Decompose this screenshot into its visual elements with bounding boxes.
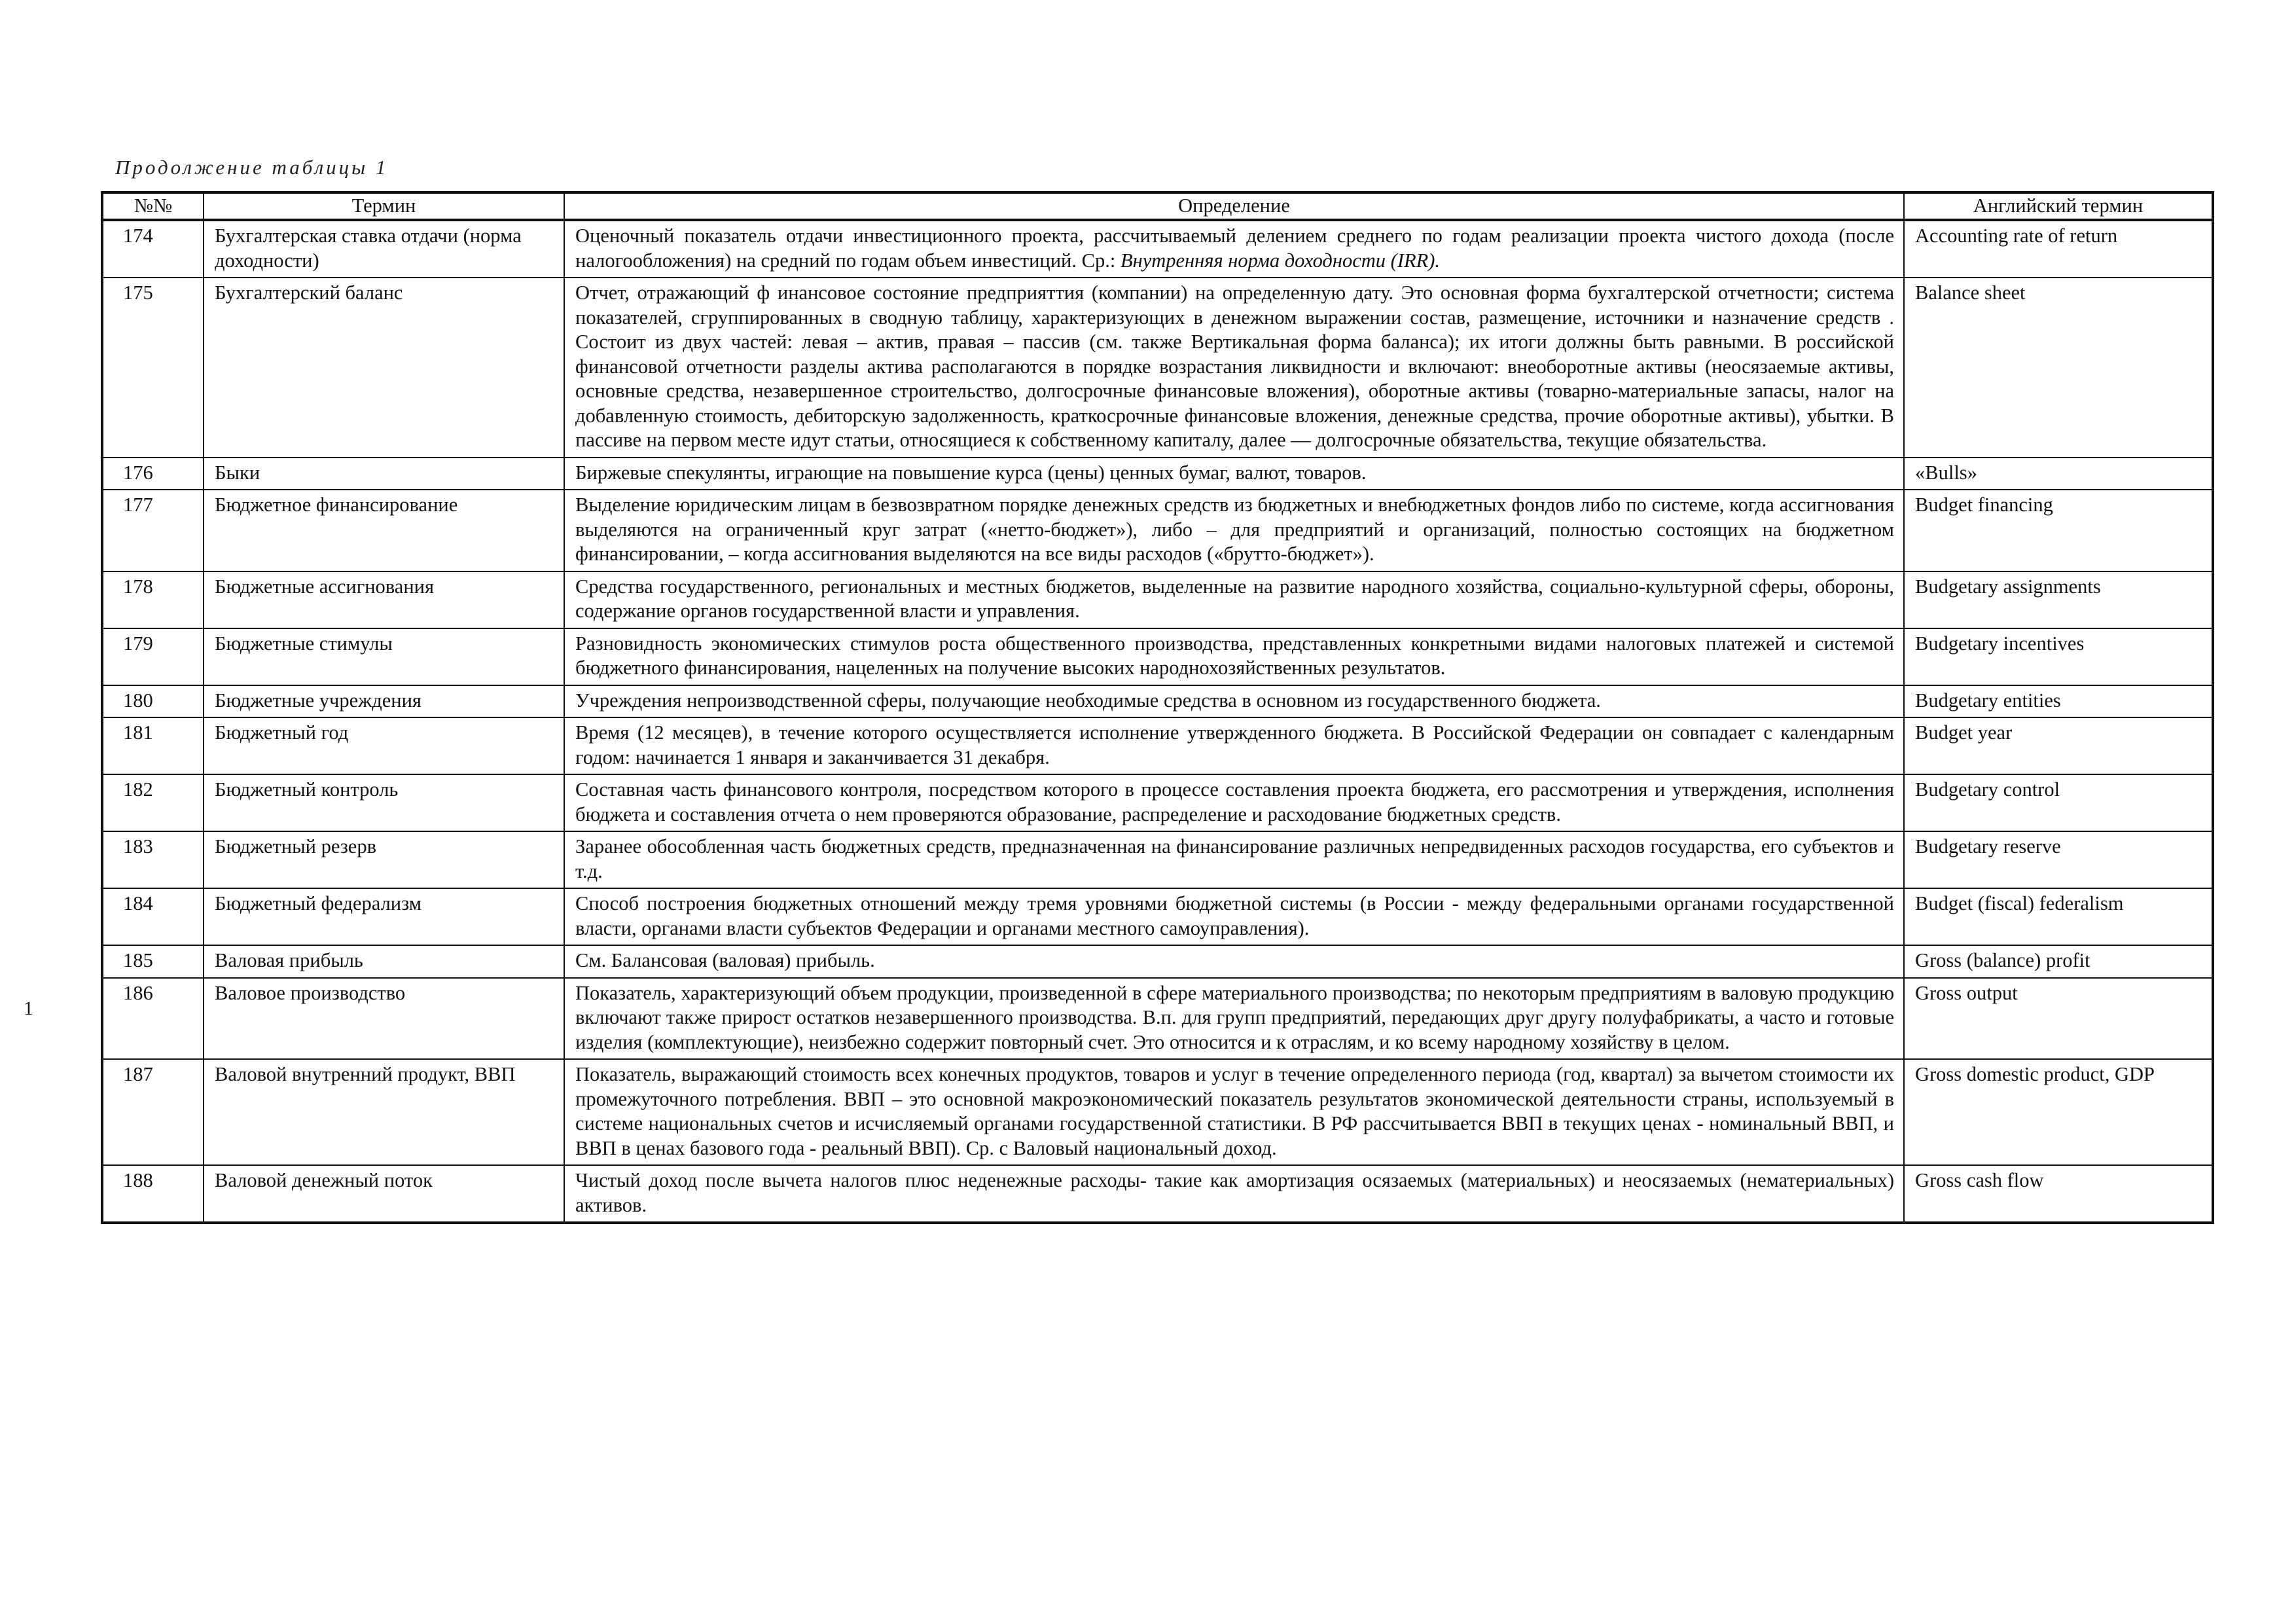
table-row	[102, 1059, 2213, 1165]
row-term: Бюджетное финансирование	[204, 490, 564, 571]
row-term: Валовой денежный поток	[204, 1165, 564, 1223]
table-row	[102, 685, 2213, 718]
page-marker: 1	[24, 998, 33, 1019]
row-definition: Способ построения бюджетных отношений между тремя уровнями бюджетной системы (в России - между федеральными органами государственной власти, органами власти субъектов Федерации и органами местного самоуправления).	[564, 888, 1904, 945]
row-english-term: Budgetary entities	[1904, 685, 2213, 718]
row-num: 187	[102, 1059, 204, 1165]
row-definition: Составная часть финансового контроля, посредством которого в процессе составления проекта бюджета, его рассмотрения и утверждения, исполнения бюджета и составления отчета о нем проверяются образование, распределение и расходование бюджетных средств.	[564, 774, 1904, 831]
row-english-term: Accounting rate of return	[1904, 220, 2213, 278]
row-definition: Отчет, отражающий ф инансовое состояние предприяттия (компании) на определенную дату. Это основная форма бухгалтерской отчетности; система показателей, сгруппированных в сводную таблицу, характеризующих в денежном выражении состав, размещение, источники и назначение средств . Состоит из двух частей: левая – актив, правая – пассив (см. также Вертикальная форма баланса); их итоги должны быть равными. В российской финансовой отчетности разделы актива располагаются в порядке возрастания ликвидности и включают: внеоборотные активы (неосязаемые активы, основные средства, незавершенное строительство, долгосрочные финансовые вложения), оборотные активы (товарно-материальные запасы, налог на добавленную стоимость, дебиторскую задолженность, краткосрочные финансовые вложения, денежные средства, прочие оборотные активы), убытки. В пассиве на первом месте идут статьи, относящиеся к собственному капиталу, далее — долгосрочные обязательства, текущие обязательства.	[564, 278, 1904, 458]
row-definition: Учреждения непроизводственной сферы, получающие необходимые средства в основном из государственного бюджета.	[564, 685, 1904, 718]
row-num: 179	[102, 628, 204, 685]
row-definition: Биржевые спекулянты, играющие на повышение курса (цены) ценных бумаг, валют, товаров.	[564, 458, 1904, 490]
row-num: 175	[102, 278, 204, 458]
row-term: Бюджетные стимулы	[204, 628, 564, 685]
table-caption: Продолжение таблицы 1	[115, 156, 389, 179]
table-row	[102, 458, 2213, 490]
row-definition	[564, 220, 1904, 278]
row-term: Бухгалтерский баланс	[204, 278, 564, 458]
row-num: 177	[102, 490, 204, 571]
row-num: 188	[102, 1165, 204, 1223]
row-english-term: Gross domestic product, GDP	[1904, 1059, 2213, 1165]
header-english-term: Английский термин	[1904, 192, 2213, 220]
row-definition: Выделение юридическим лицам в безвозвратном порядке денежных средств из бюджетных и внебюджетных фондов либо по системе, когда ассигнования выделяются на ограниченный круг затрат («нетто-бюджет»), либо – для предприятий и организаций, полностью состоящих на бюджетном финансировании, – когда ассигнования выделяются на все виды расходов («брутто-бюджет»).	[564, 490, 1904, 571]
row-term: Бухгалтерская ставка отдачи (норма доходности)	[204, 220, 564, 278]
table-row	[102, 628, 2213, 685]
row-term: Бюджетные учреждения	[204, 685, 564, 718]
row-term: Быки	[204, 458, 564, 490]
row-term: Бюджетный контроль	[204, 774, 564, 831]
row-num: 181	[102, 717, 204, 774]
row-english-term: Budget financing	[1904, 490, 2213, 571]
row-term: Бюджетный федерализм	[204, 888, 564, 945]
table-header-row	[102, 192, 2213, 220]
row-term: Валовой внутренний продукт, ВВП	[204, 1059, 564, 1165]
row-term: Валовая прибыль	[204, 945, 564, 978]
row-english-term: Gross (balance) profit	[1904, 945, 2213, 978]
row-definition-text: Оценочный показатель отдачи инвестиционного проекта, рассчитываемый делением среднего по годам реализации проекта чистого дохода (после налогообложения) на средний по годам объем инвестиций. Ср.:	[575, 225, 1894, 272]
row-english-term: Gross cash flow	[1904, 1165, 2213, 1223]
header-num: №№	[102, 192, 204, 220]
table-row	[102, 831, 2213, 888]
row-term: Бюджетный год	[204, 717, 564, 774]
row-num: 176	[102, 458, 204, 490]
row-term: Бюджетный резерв	[204, 831, 564, 888]
table-row	[102, 945, 2213, 978]
row-num: 185	[102, 945, 204, 978]
row-english-term: Budget year	[1904, 717, 2213, 774]
row-english-term: Gross output	[1904, 978, 2213, 1060]
table-row	[102, 888, 2213, 945]
row-definition: Показатель, характеризующий объем продукции, произведенной в сфере материального производства; по некоторым предприятиям в валовую продукцию включают также прирост остатков незавершенного производства. В.п. для групп предприятий, передающих друг другу полуфабрикаты, а часто и готовые изделия (комплектующие), неизбежно содержит повторный счет. Это относится и к отраслям, и ко всему народному хозяйству в целом.	[564, 978, 1904, 1060]
glossary-table	[101, 191, 2214, 1224]
row-term: Бюджетные ассигнования	[204, 571, 564, 628]
table-row	[102, 717, 2213, 774]
row-num: 186	[102, 978, 204, 1060]
table-row	[102, 571, 2213, 628]
row-definition-reference: Внутренняя норма доходности (IRR).	[1120, 249, 1441, 272]
table-row	[102, 774, 2213, 831]
row-english-term: «Bulls»	[1904, 458, 2213, 490]
row-english-term: Budgetary incentives	[1904, 628, 2213, 685]
row-num: 183	[102, 831, 204, 888]
row-definition: Средства государственного, региональных и местных бюджетов, выделенные на развитие народного хозяйства, социально-культурной сферы, обороны, содержание органов государственной власти и управления.	[564, 571, 1904, 628]
row-definition: Заранее обособленная часть бюджетных средств, предназначенная на финансирование различных непредвиденных расходов государства, его субъектов и т.д.	[564, 831, 1904, 888]
row-definition: Показатель, выражающий стоимость всех конечных продуктов, товаров и услуг в течение определенного периода (год, квартал) за вычетом стоимости их промежуточного потребления. ВВП – это основной макроэкономический показатель результатов экономической деятельности страны, используемый в системе национальных счетов и исчисляемый органами государственной статистики. В РФ рассчитывается ВВП в текущих ценах - номинальный ВВП, и ВВП в ценах базового года - реальный ВВП). Ср. с Валовый национальный доход.	[564, 1059, 1904, 1165]
row-num: 182	[102, 774, 204, 831]
row-num: 184	[102, 888, 204, 945]
row-english-term: Budgetary assignments	[1904, 571, 2213, 628]
header-term: Термин	[204, 192, 564, 220]
table-row	[102, 1165, 2213, 1223]
row-num: 180	[102, 685, 204, 718]
table-row	[102, 978, 2213, 1060]
row-num: 178	[102, 571, 204, 628]
table-row	[102, 490, 2213, 571]
row-definition: См. Балансовая (валовая) прибыль.	[564, 945, 1904, 978]
row-definition: Чистый доход после вычета налогов плюс неденежные расходы- такие как амортизация осязаемых (материальных) и неосязаемых (нематериальных) активов.	[564, 1165, 1904, 1223]
row-english-term: Budgetary reserve	[1904, 831, 2213, 888]
row-english-term: Budget (fiscal) federalism	[1904, 888, 2213, 945]
row-english-term: Budgetary control	[1904, 774, 2213, 831]
table-row	[102, 220, 2213, 278]
row-definition: Разновидность экономических стимулов роста общественного производства, представленных конкретными видами налоговых платежей и системой бюджетного финансирования, нацеленных на получение высоких народнохозяйственных результатов.	[564, 628, 1904, 685]
row-definition: Время (12 месяцев), в течение которого осуществляется исполнение утвержденного бюджета. В Российской Федерации он совпадает с календарным годом: начинается 1 января и заканчивается 31 декабря.	[564, 717, 1904, 774]
row-num: 174	[102, 220, 204, 278]
row-english-term: Balance sheet	[1904, 278, 2213, 458]
table-row	[102, 278, 2213, 458]
header-definition: Определение	[564, 192, 1904, 220]
row-term: Валовое производство	[204, 978, 564, 1060]
